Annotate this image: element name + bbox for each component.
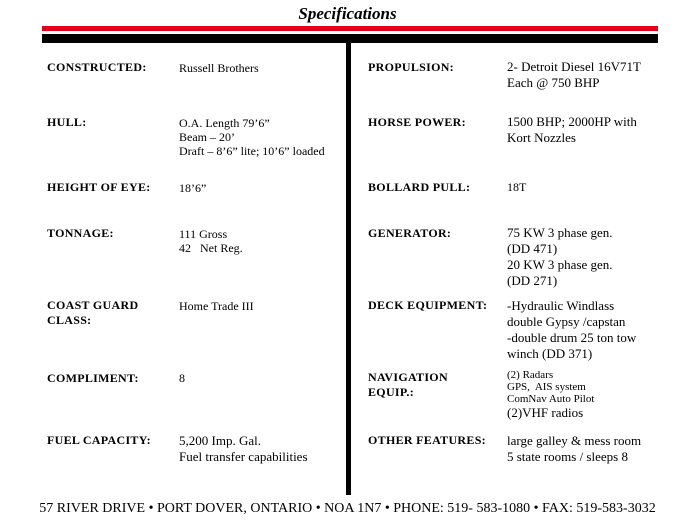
spec-value-fuel-capacity: 5,200 Imp. Gal. Fuel transfer capabilities [179, 433, 308, 464]
column-divider [346, 43, 351, 495]
spec-label-navigation-equip: NAVIGATION EQUIP.: [368, 370, 448, 399]
spec-value-navigation-equip: (2) Radars GPS, AIS system ComNav Auto Pilot (2)VHF radios [507, 369, 595, 420]
spec-label-height-of-eye: HEIGHT OF EYE: [47, 180, 151, 194]
spec-value-height-of-eye: 18’6” [179, 181, 207, 195]
spec-label-coast-guard-class: COAST GUARD CLASS: [47, 298, 139, 327]
spec-label-horse-power: HORSE POWER: [368, 115, 466, 129]
spec-value-tonnage: 111 Gross 42 Net Reg. [179, 227, 243, 255]
spec-label-hull: HULL: [47, 115, 87, 129]
spec-label-other-features: OTHER FEATURES: [368, 433, 486, 447]
spec-value-other-features: large galley & mess room 5 state rooms / sleeps 8 [507, 433, 642, 464]
spec-value-propulsion: 2- Detroit Diesel 16V71T Each @ 750 BHP [507, 59, 641, 90]
spec-label-deck-equipment: DECK EQUIPMENT: [368, 298, 488, 312]
page-title: Specifications [298, 4, 397, 23]
spec-label-bollard-pull: BOLLARD PULL: [368, 180, 471, 194]
spec-value-deck-equipment: -Hydraulic Windlass double Gypsy /capstan -double drum 25 ton tow winch (DD 371) [507, 298, 637, 361]
spec-value-compliment: 8 [179, 371, 185, 385]
spec-label-constructed: CONSTRUCTED: [47, 60, 147, 74]
spec-value-bollard-pull: 18T [507, 180, 527, 194]
spec-value-generator: 75 KW 3 phase gen. (DD 471) 20 KW 3 phase gen. (DD 271) [507, 225, 613, 288]
spec-label-tonnage: TONNAGE: [47, 226, 114, 240]
contact-footer: 57 RIVER DRIVE • PORT DOVER, ONTARIO • NOA 1N7 • PHONE: 519- 583-1080 • FAX: 519-583-3032 [39, 501, 656, 516]
spec-value-coast-guard-class: Home Trade III [179, 299, 254, 313]
spec-label-generator: GENERATOR: [368, 226, 452, 240]
spec-value-constructed: Russell Brothers [179, 61, 259, 75]
spec-value-horse-power: 1500 BHP; 2000HP with Kort Nozzles [507, 114, 637, 145]
header-black-rule [42, 34, 658, 43]
header-red-rule [42, 26, 658, 31]
spec-value-hull: O.A. Length 79’6” Beam – 20’ Draft – 8’6” lite; 10’6” loaded [179, 116, 325, 158]
spec-label-propulsion: PROPULSION: [368, 60, 454, 74]
spec-label-fuel-capacity: FUEL CAPACITY: [47, 433, 151, 447]
spec-label-compliment: COMPLIMENT: [47, 371, 139, 385]
